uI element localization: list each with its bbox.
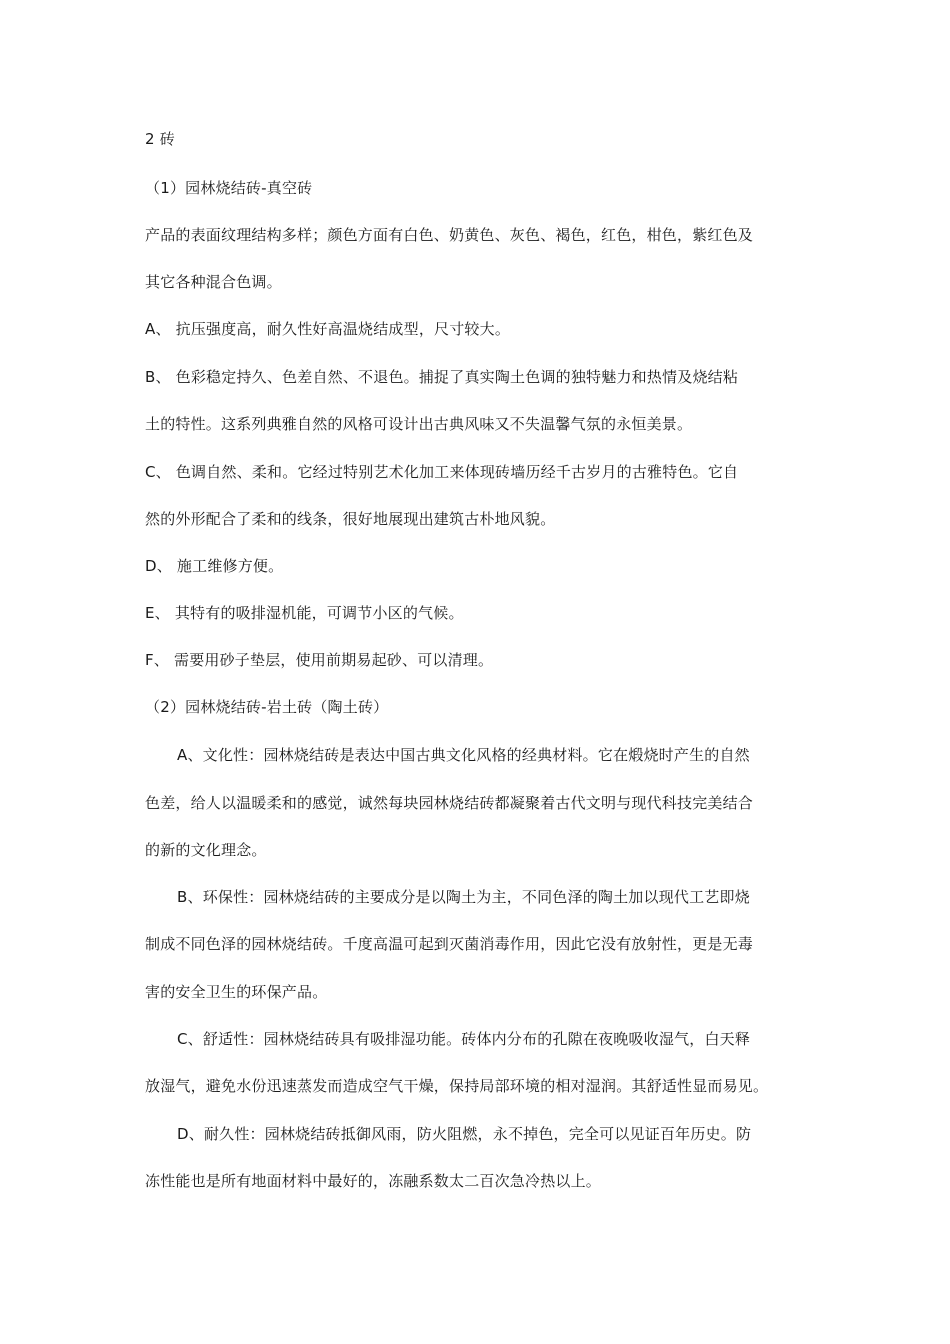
item-f: F、 需要用砂子垫层，使用前期易起砂、可以清理。 [145, 651, 494, 669]
paragraph-c-line-2: 放湿气，避免水份迅速蒸发而造成空气干燥，保持局部环境的相对湿润。其舒适性显而易见。 [145, 1077, 769, 1095]
paragraph-d-line-2: 冻性能也是所有地面材料中最好的，冻融系数太二百次急冷热以上。 [145, 1172, 602, 1190]
paragraph-b-line-3: 害的安全卫生的环保产品。 [145, 983, 328, 1001]
item-c-line-1: C、 色调自然、柔和。它经过特别艺术化加工来体现砖墙历经千古岁月的古雅特色。它自 [145, 463, 739, 481]
paragraph-a-line-3: 的新的文化理念。 [145, 841, 267, 859]
paragraph-d-line-1: D、耐久性：园林烧结砖抵御风雨，防火阻燃，永不掉色，完全可以见证百年历史。防 [177, 1125, 752, 1143]
paragraph-c-line-1: C、舒适性：园林烧结砖具有吸排湿功能。砖体内分布的孔隙在夜晚吸收湿气，白天释 [177, 1030, 751, 1048]
intro-line-1: 产品的表面纹理结构多样；颜色方面有白色、奶黄色、灰色、褐色，红色，柑色，紫红色及 [145, 226, 754, 244]
item-c-line-2: 然的外形配合了柔和的线条，很好地展现出建筑古朴地风貌。 [145, 510, 556, 528]
intro-line-2: 其它各种混合色调。 [145, 273, 282, 291]
section-heading: 2 砖 [145, 130, 175, 148]
item-a: A、 抗压强度高，耐久性好高温烧结成型，尺寸较大。 [145, 320, 511, 338]
subsection-2-title: （2）园林烧结砖-岩土砖（陶土砖） [145, 698, 389, 716]
item-e: E、 其特有的吸排湿机能，可调节小区的气候。 [145, 604, 464, 622]
paragraph-b-line-1: B、环保性：园林烧结砖的主要成分是以陶土为主，不同色泽的陶土加以现代工艺即烧 [177, 888, 750, 906]
paragraph-a-line-2: 色差，给人以温暖柔和的感觉，诚然每块园林烧结砖都凝聚着古代文明与现代科技完美结合 [145, 794, 754, 812]
paragraph-b-line-2: 制成不同色泽的园林烧结砖。千度高温可起到灭菌消毒作用，因此它没有放射性，更是无毒 [145, 935, 754, 953]
item-b-line-1: B、 色彩稳定持久、色差自然、不退色。捕捉了真实陶土色调的独特魅力和热情及烧结粘 [145, 368, 739, 386]
subsection-1-title: （1）园林烧结砖-真空砖 [145, 179, 313, 197]
item-b-line-2: 土的特性。这系列典雅自然的风格可设计出古典风味又不失温馨气氛的永恒美景。 [145, 415, 693, 433]
item-d: D、 施工维修方便。 [145, 557, 284, 575]
paragraph-a-line-1: A、文化性：园林烧结砖是表达中国古典文化风格的经典材料。它在煅烧时产生的自然 [177, 746, 750, 764]
